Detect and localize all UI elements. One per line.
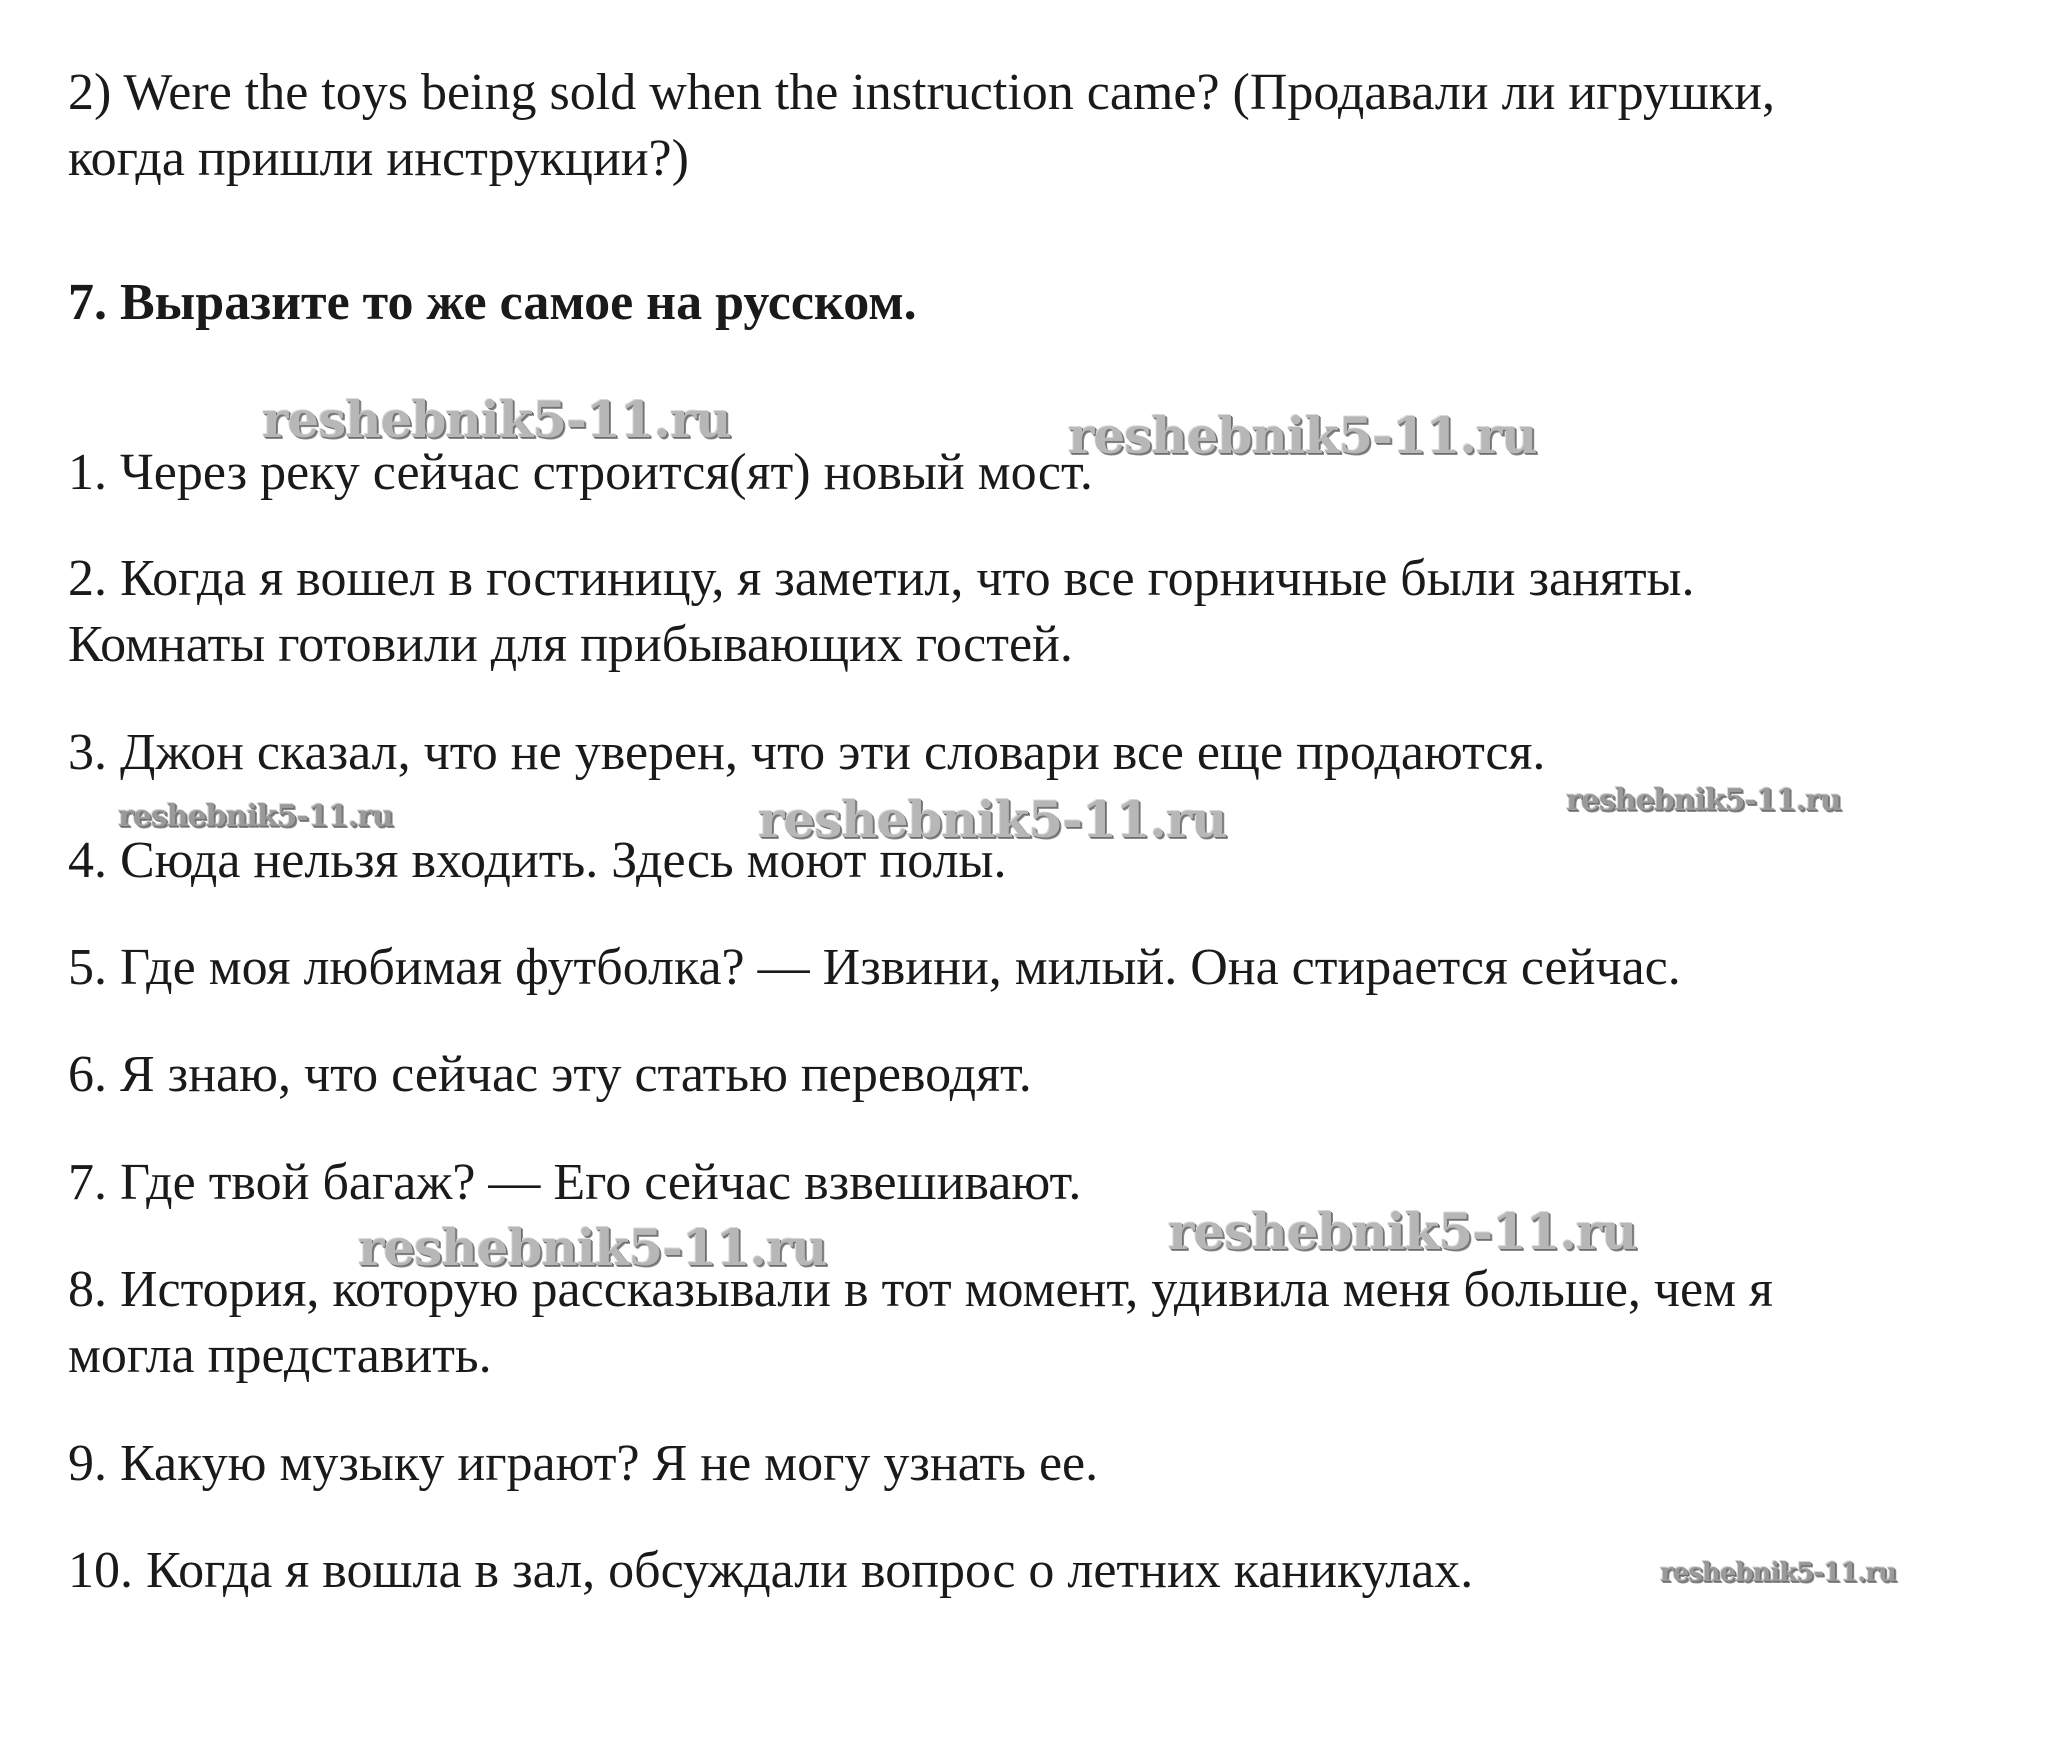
answer-item-1	[68, 440, 2028, 506]
answer-text: 5. Где моя любимая футболка? — Извини, милый. Она стирается сейчас.	[68, 939, 1681, 996]
answer-text: 2. Когда я вошел в гостиницу, я заметил, что все горничные были заняты.	[68, 550, 1695, 607]
watermark: reshebnik5-11.ru	[262, 390, 731, 449]
answer-text-continued: Комнаты готовили для прибывающих гостей.	[68, 616, 1073, 673]
watermark: reshebnik5-11.ru	[758, 790, 1227, 849]
answer-text: 9. Какую музыку играют? Я не могу узнать ее.	[68, 1435, 1099, 1492]
answer-item-5	[68, 935, 2028, 1001]
watermark: reshebnik5-11.ru	[1068, 406, 1537, 465]
answer-text: 3. Джон сказал, что не уверен, что эти словари все еще продаются.	[68, 724, 1546, 781]
answer-text: 6. Я знаю, что сейчас эту статью переводят.	[68, 1046, 1032, 1103]
answer-item-3	[68, 720, 2028, 786]
intro-paragraph	[68, 60, 2028, 192]
watermark: reshebnik5-11.ru	[1660, 1558, 1897, 1588]
intro-line-1: 2) Were the toys being sold when the instruction came? (Продавали ли игрушки,	[68, 64, 1776, 121]
intro-line-2: когда пришли инструкции?)	[68, 130, 689, 187]
answer-item-2	[68, 546, 2028, 678]
answer-text: 7. Где твой багаж? — Его сейчас взвешивают.	[68, 1154, 1082, 1211]
answer-text: 10. Когда я вошла в зал, обсуждали вопрос о летних каникулах.	[68, 1542, 1474, 1599]
answer-item-9	[68, 1431, 2028, 1497]
answer-text: 1. Через реку сейчас строится(ят) новый мост.	[68, 444, 1093, 501]
answer-text: 4. Сюда нельзя входить. Здесь моют полы.	[68, 832, 1007, 889]
exercise-heading: 7. Выразите то же самое на русском.	[68, 274, 917, 331]
watermark: reshebnik5-11.ru	[1168, 1202, 1637, 1261]
watermark: reshebnik5-11.ru	[358, 1218, 827, 1277]
answer-text-continued: могла представить.	[68, 1327, 492, 1384]
watermark: reshebnik5-11.ru	[1566, 783, 1841, 818]
watermark: reshebnik5-11.ru	[118, 799, 393, 834]
answer-item-6	[68, 1042, 2028, 1108]
answer-item-7	[68, 1150, 2028, 1216]
answer-text: 8. История, которую рассказывали в тот момент, удивила меня больше, чем я	[68, 1261, 1773, 1318]
